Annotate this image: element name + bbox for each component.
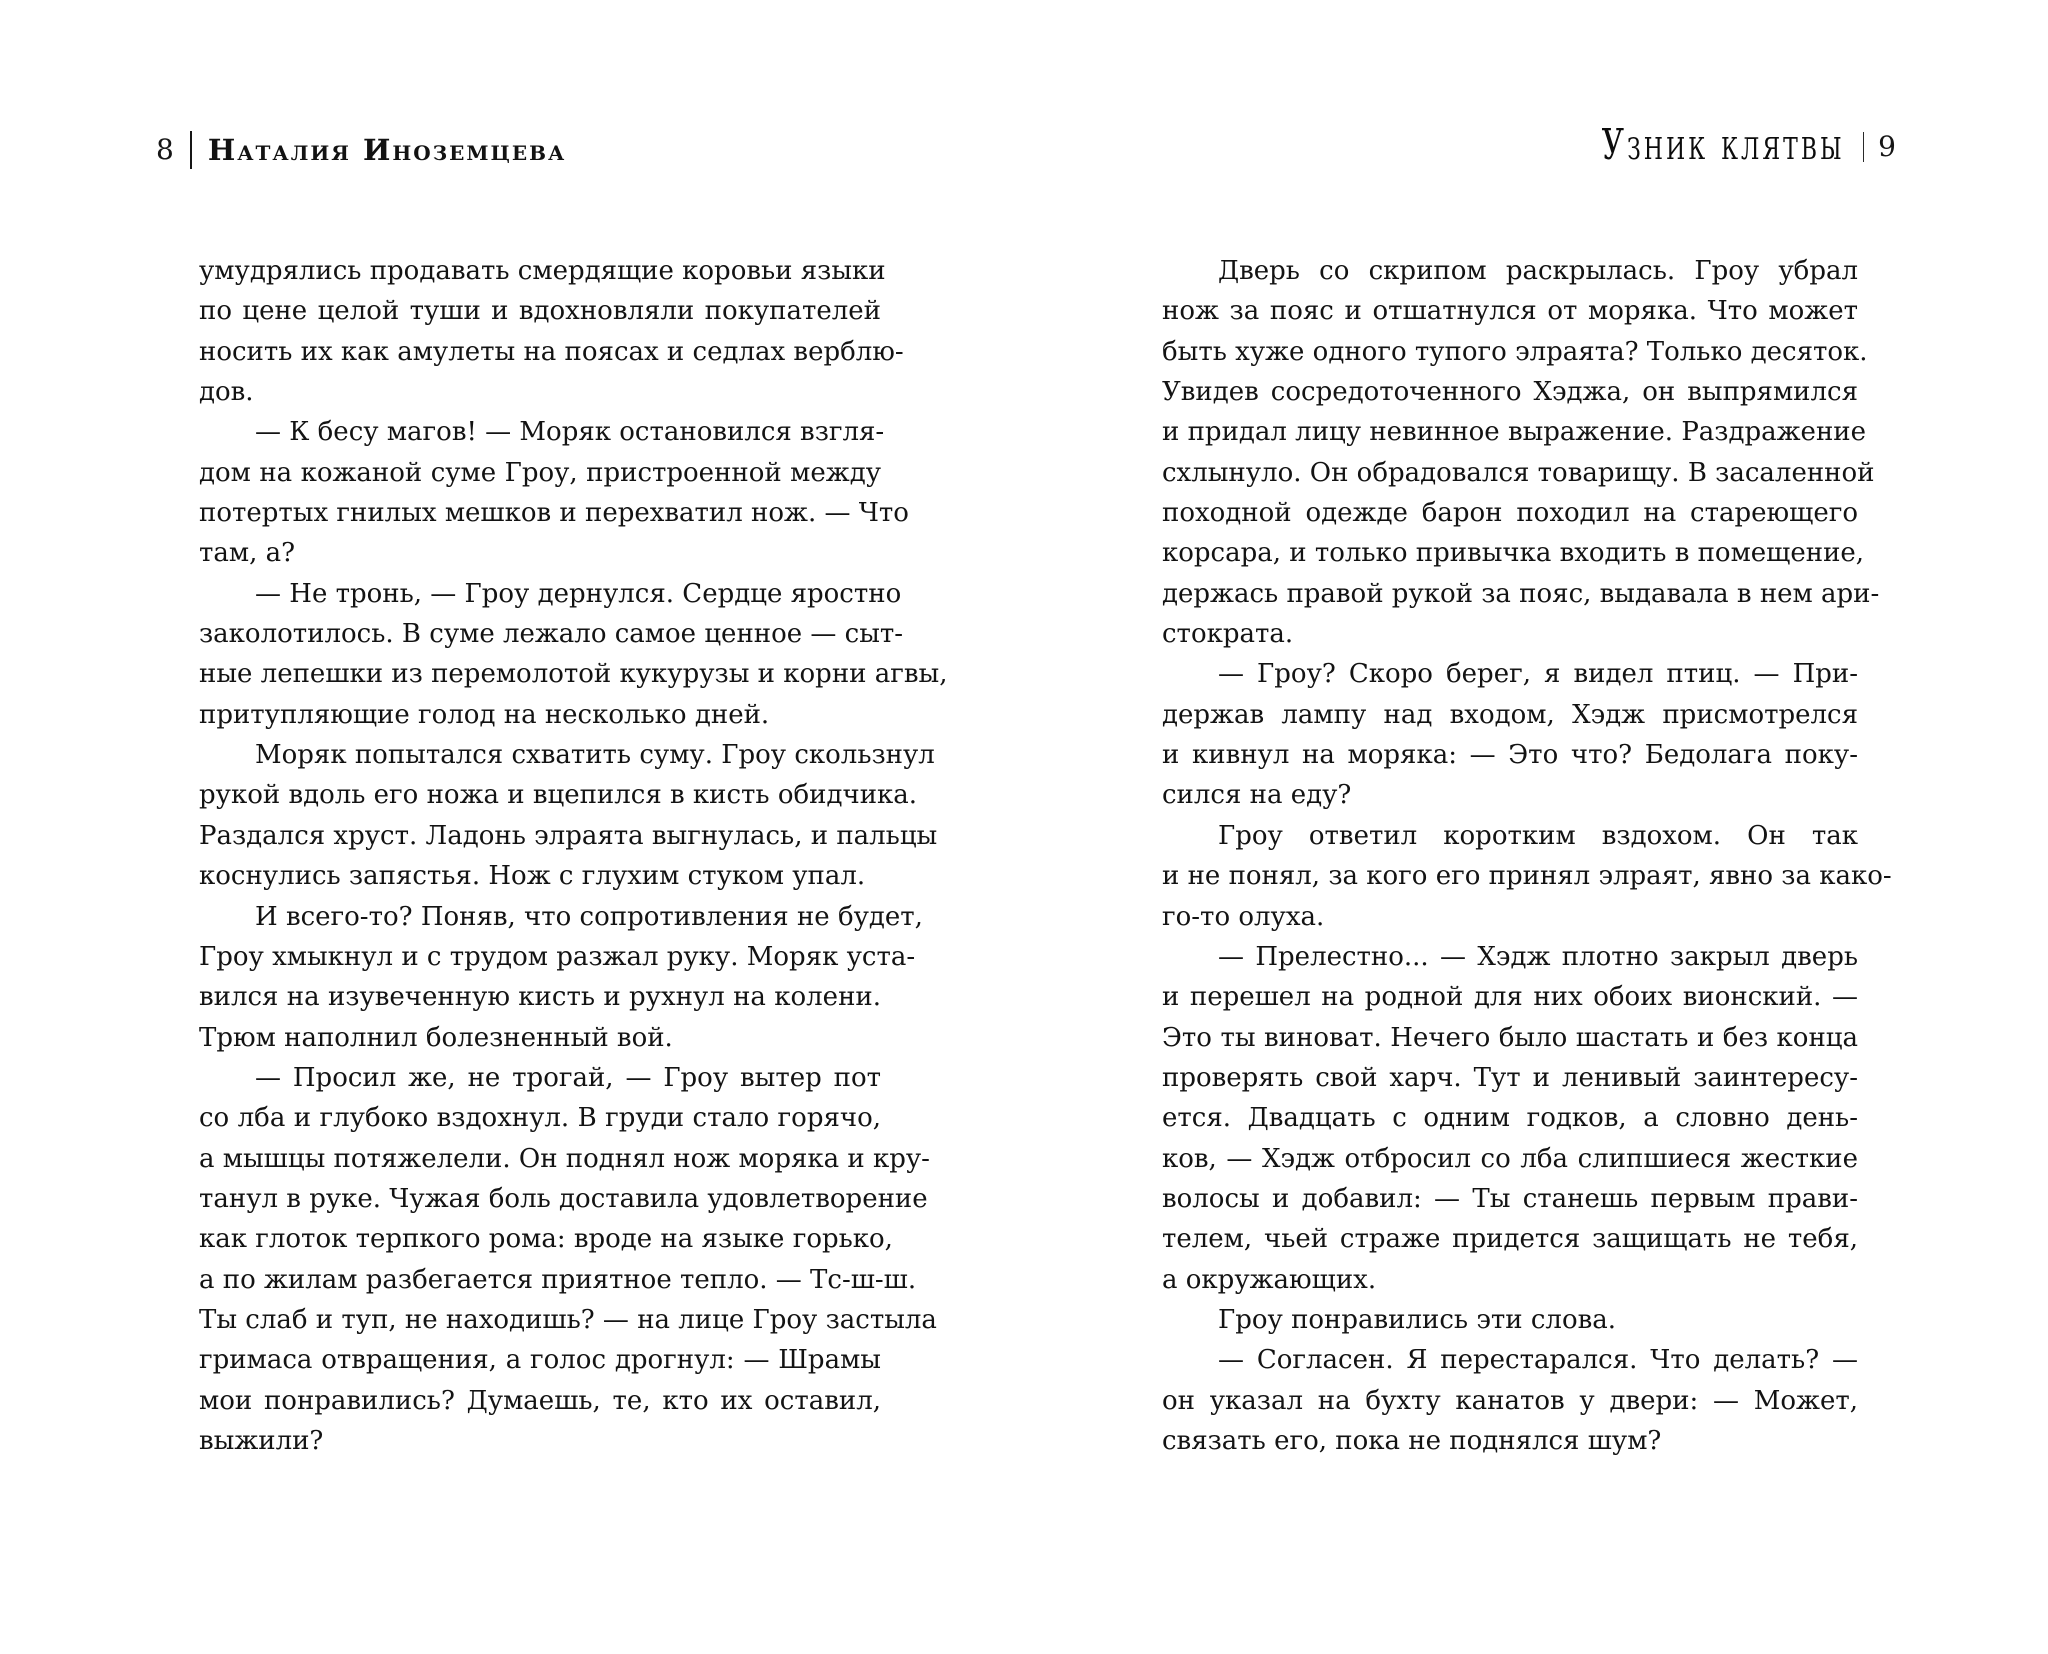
running-head-left <box>156 126 566 174</box>
text-line: мои понравились? Думаешь, те, кто их оставил, <box>199 1385 881 1416</box>
text-line: ные лепешки из перемолотой кукурузы и корни агвы, <box>199 659 948 690</box>
book-title: Узник клятвы <box>1601 120 1845 170</box>
text-line: ется. Двадцать с одним годков, а словно день- <box>1162 1103 1858 1134</box>
text-line: и перешел на родной для них обоих вионский. — <box>1162 982 1858 1013</box>
author-name: Наталия Иноземцева <box>207 132 567 167</box>
text-line: притупляющие голод на несколько дней. <box>199 699 770 730</box>
text-line: носить их как амулеты на поясах и седлах верблю- <box>199 336 904 367</box>
text-line: Это ты виноват. Нечего было шастать и без конца <box>1162 1022 1858 1053</box>
text-line: вился на изувеченную кисть и рухнул на колени. <box>199 982 881 1013</box>
text-line: выжили? <box>199 1425 324 1456</box>
text-line: и придал лицу невинное выражение. Раздражение <box>1162 417 1866 448</box>
text-line: а по жилам разбегается приятное тепло. — Тс-ш-ш. <box>199 1264 917 1295</box>
text-line: Увидев сосредоточенного Хэджа, он выпрямился <box>1162 377 1858 408</box>
text-line: как глоток терпкого рома: вроде на языке горько, <box>199 1224 893 1255</box>
text-line: — Прелестно... — Хэдж плотно закрыл дверь <box>1218 941 1858 972</box>
text-line: стократа. <box>1162 619 1294 650</box>
text-line: там, а? <box>199 538 296 569</box>
text-line: и не понял, за кого его принял элраят, явно за како- <box>1162 861 1892 892</box>
text-line: — К бесу магов! — Моряк остановился взгля- <box>255 417 885 448</box>
text-line: схлынуло. Он обрадовался товарищу. В засаленной <box>1162 457 1875 488</box>
text-line: корсара, и только привычка входить в помещение, <box>1162 538 1865 569</box>
text-line: Гроу понравились эти слова. <box>1218 1304 1616 1335</box>
text-line: Моряк попытался схватить суму. Гроу скользнул <box>255 740 935 771</box>
text-line: он указал на бухту канатов у двери: — Может, <box>1162 1385 1858 1416</box>
text-line: — Гроу? Скоро берег, я видел птиц. — При- <box>1218 659 1858 690</box>
text-line: держась правой рукой за пояс, выдавала в нем ари- <box>1162 578 1880 609</box>
text-line: дом на кожаной суме Гроу, пристроенной между <box>199 457 881 488</box>
text-line: Ты слаб и туп, не находишь? — на лице Гроу застыла <box>199 1304 937 1335</box>
text-line: Дверь со скрипом раскрылась. Гроу убрал <box>1218 256 1858 286</box>
text-line: И всего-то? Поняв, что сопротивления не будет, <box>255 901 923 932</box>
text-line: волосы и добавил: — Ты станешь первым прави- <box>1162 1183 1858 1214</box>
text-line: Трюм наполнил болезненный вой. <box>199 1022 673 1053</box>
text-line: го-то олуха. <box>1162 901 1325 932</box>
page-number-right: 9 <box>1878 130 1896 163</box>
text-line: Гроу ответил коротким вздохом. Он так <box>1218 820 1858 851</box>
text-line: нож за пояс и отшатнулся от моряка. Что может <box>1162 296 1858 327</box>
left-page-text <box>199 251 948 1461</box>
text-line: — Согласен. Я перестарался. Что делать? — <box>1218 1345 1858 1376</box>
page-number-left: 8 <box>156 133 174 166</box>
text-line: — Просил же, не трогай, — Гроу вытер пот <box>255 1062 881 1093</box>
right-page-text <box>1162 251 1892 1461</box>
text-line: дов. <box>199 377 254 408</box>
text-line: быть хуже одного тупого элраята? Только десяток. <box>1162 336 1868 367</box>
header-divider-left <box>190 131 192 169</box>
running-head-right <box>1602 120 1896 174</box>
text-line: а окружающих. <box>1162 1264 1377 1295</box>
text-line: танул в руке. Чужая боль доставила удовлетворение <box>199 1183 928 1214</box>
text-line: — Не тронь, — Гроу дернулся. Сердце яростно <box>255 578 902 609</box>
text-line: и кивнул на моряка: — Это что? Бедолага поку- <box>1162 740 1858 771</box>
header-divider-right <box>1863 132 1865 162</box>
text-line: гримаса отвращения, а голос дрогнул: — Шрамы <box>199 1345 881 1376</box>
text-line: связать его, пока не поднялся шум? <box>1162 1425 1662 1456</box>
text-line: рукой вдоль его ножа и вцепился в кисть обидчика. <box>199 780 918 811</box>
text-line: Гроу хмыкнул и с трудом разжал руку. Моряк уста- <box>199 941 916 972</box>
text-line: коснулись запястья. Нож с глухим стуком упал. <box>199 861 866 892</box>
text-line: телем, чьей страже придется защищать не тебя, <box>1162 1224 1858 1255</box>
text-line: Раздался хруст. Ладонь элраята выгнулась, и пальцы <box>199 820 938 851</box>
text-line: держав лампу над входом, Хэдж присмотрелся <box>1162 699 1858 730</box>
text-line: умудрялись продавать смердящие коровьи языки <box>199 256 886 286</box>
text-line: по цене целой туши и вдохновляли покупателей <box>199 296 881 327</box>
text-line: со лба и глубоко вздохнул. В груди стало горячо, <box>199 1103 881 1134</box>
text-line: проверять свой харч. Тут и ленивый заинтересу- <box>1162 1062 1858 1093</box>
text-line: потертых гнилых мешков и перехватил нож. — Что <box>199 498 909 529</box>
text-line: сился на еду? <box>1162 780 1352 811</box>
text-line: а мышцы потяжелели. Он поднял нож моряка и кру- <box>199 1143 930 1174</box>
text-line: заколотилось. В суме лежало самое ценное — сыт- <box>199 619 904 650</box>
text-line: походной одежде барон походил на стареющего <box>1162 498 1858 529</box>
text-line: ков, — Хэдж отбросил со лба слипшиеся жесткие <box>1162 1143 1858 1174</box>
